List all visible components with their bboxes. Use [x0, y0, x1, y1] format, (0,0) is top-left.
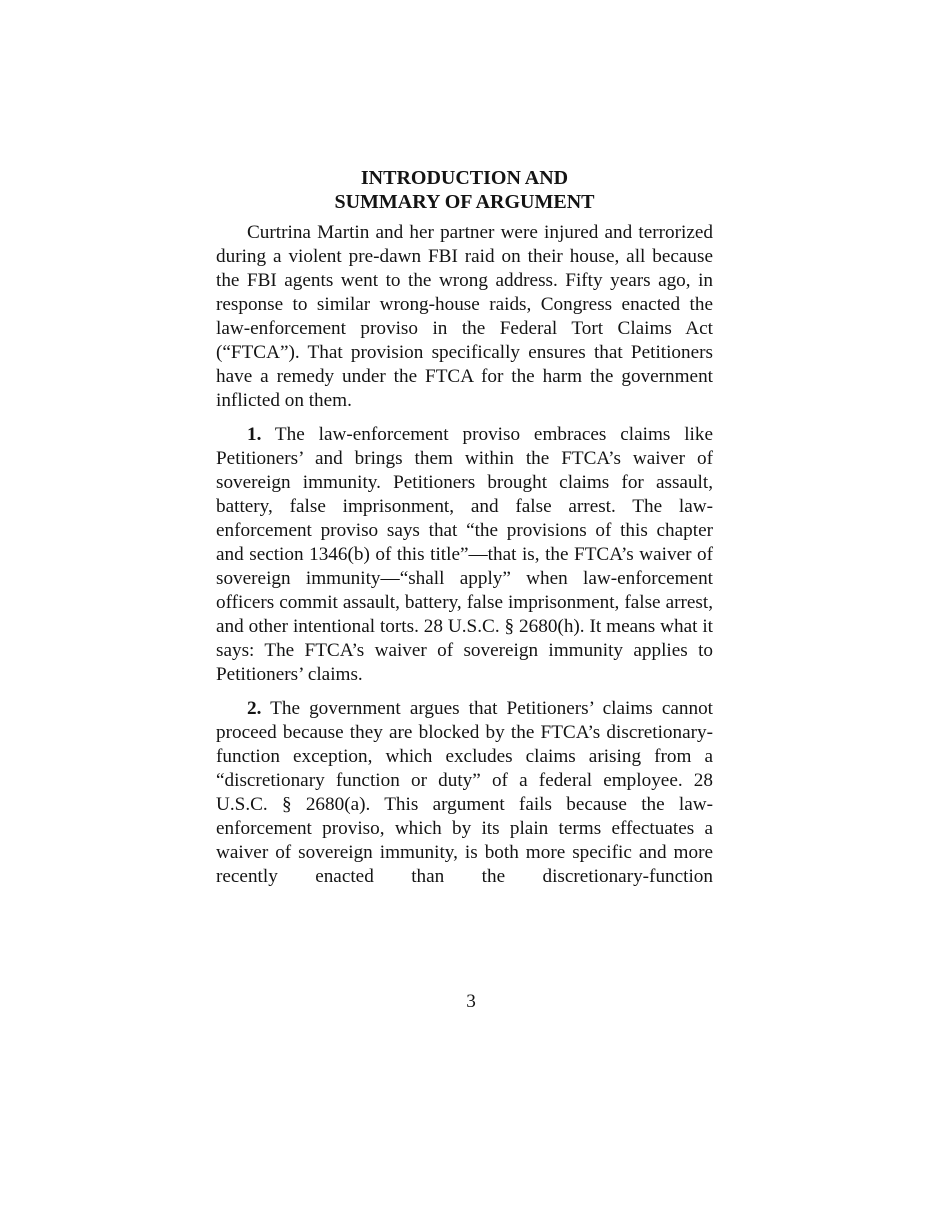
paragraph-point-1: [216, 423, 713, 687]
paragraph-text: The law-enforcement proviso embraces claims like Petitioners’ and brings them within the FTCA’s waiver of sovereign immunity. Petitioners brought claims for assault, battery, false imprisonment, and false arrest. The law-enforcement proviso says that “the provisions of this chapter and section 1346(b) of this title”—that is, the FTCA’s waiver of sovereign immunity—“shall apply” when law-enforcement officers commit assault, battery, false imprisonment, false arrest, and other intentional torts. 28 U.S.C. § 2680(h). It means what it says: The FTCA’s waiver of sovereign immunity applies to Petitioners’ claims.: [216, 424, 713, 685]
paragraph-text: Curtrina Martin and her partner were injured and terrorized during a violent pre-dawn FBI raid on their house, all because the FBI agents went to the wrong address. Fifty years ago, in response to similar wrong-house raids, Congress enacted the law-enforcement proviso in the Federal Tort Claims Act (“FTCA”). That provision specifically ensures that Petitioners have a remedy under the FTCA for the harm the government inflicted on them.: [216, 222, 713, 411]
paragraph-text: The government argues that Petitioners’ claims cannot proceed because they are blocked by the FTCA’s discretionary-function exception, which excludes claims arising from a “discretionary function or duty” of a federal employee. 28 U.S.C. § 2680(a). This argument fails because the law-enforcement proviso, which by its plain terms effectuates a waiver of sovereign immunity, is both more specific and more recently enacted than the discretionary-function: [216, 698, 713, 887]
paragraph-number: 2.: [247, 698, 262, 719]
paragraph-intro: [216, 221, 713, 413]
page-number: 3: [466, 991, 476, 1012]
section-heading: [216, 166, 713, 214]
paragraph-point-2: [216, 697, 713, 889]
heading-line-1: INTRODUCTION AND: [360, 167, 569, 189]
paragraph-number: 1.: [247, 424, 262, 445]
document-page: [216, 166, 713, 889]
heading-line-2: SUMMARY OF ARGUMENT: [334, 191, 595, 213]
